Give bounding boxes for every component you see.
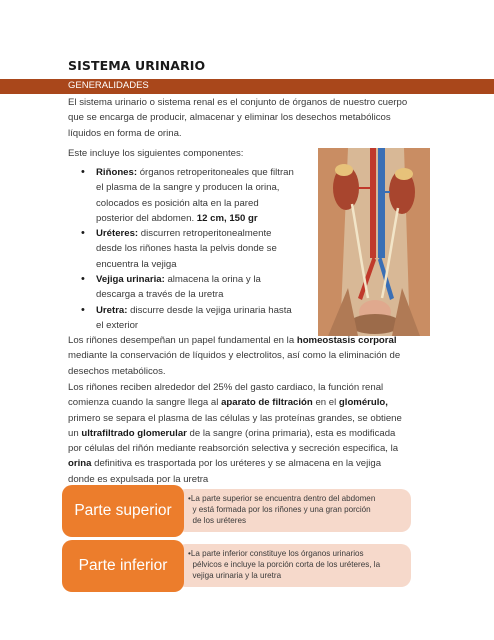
card-line: •La parte superior se encuentra dentro del abdomen — [188, 494, 376, 503]
card-upper-label: Parte superior — [62, 485, 184, 537]
component-text: órganos retroperitoneales que filtran — [137, 167, 294, 178]
intro-line: El sistema urinario o sistema renal es el conjunto de órganos de nuestro cuerpo — [68, 97, 408, 108]
paragraph-text: donde es expulsada por la uretra — [68, 473, 209, 485]
highlight-term: glomérulo, — [338, 397, 388, 409]
highlight-term: ultrafiltrado glomerular — [81, 427, 187, 439]
paragraph-text: definitiva es trasportada por los uréteres y se almacena en la vejiga — [91, 458, 382, 470]
filtration-paragraph — [68, 380, 402, 487]
card-upper-text — [188, 493, 410, 526]
component-size: 12 cm, 150 gr — [196, 212, 258, 224]
paragraph-text: mediante la conservación de líquidos y electrolitos, así como la eliminación de — [68, 350, 401, 362]
component-text: desde los riñones hasta la pelvis donde se — [96, 243, 277, 255]
component-text: el plasma de la sangre y producen la orina, — [96, 182, 280, 194]
paragraph-text: desechos metabólicos. — [68, 365, 166, 377]
component-term: Vejiga urinaria: — [96, 274, 165, 286]
components-intro: Este incluye los siguientes componentes: — [68, 148, 244, 159]
component-text: discurre desde la vejiga urinaria hasta — [127, 304, 292, 316]
component-term: Riñones: — [96, 167, 138, 178]
list-item — [78, 303, 308, 334]
paragraph-text: de la sangre (orina primaria), esta es modificada — [186, 427, 396, 439]
highlight-term: homeostasis corporal — [296, 335, 397, 346]
highlight-term: orina — [68, 458, 92, 470]
paragraph-text: comienza cuando la sangre llega al — [68, 397, 222, 409]
paragraph-text: un — [68, 427, 82, 439]
intro-line: que se encarga de producir, almacenar y eliminar los desechos metabólicos — [68, 112, 391, 124]
section-band — [0, 79, 494, 94]
intro-paragraph — [68, 95, 407, 141]
component-term: Uréteres: — [96, 228, 139, 240]
component-text: colocados es posición alta en la pared — [96, 197, 259, 209]
component-text: el exterior — [96, 319, 139, 331]
card-line: vejiga urinaria y la uretra — [188, 571, 282, 580]
component-text: descarga a través de la uretra — [96, 289, 224, 301]
section-title: GENERALIDADES — [68, 80, 149, 91]
page-title: SISTEMA URINARIO — [68, 58, 206, 73]
paragraph-text: Los riñones desempeñan un papel fundamental en la — [68, 335, 297, 346]
component-text: encuentra la vejiga — [96, 258, 177, 270]
urinary-system-anatomy-image — [318, 148, 430, 336]
paragraph-text: primero se separa el plasma de las células y las proteínas grandes, se obtiene — [68, 412, 402, 424]
list-item — [78, 272, 308, 303]
components-list — [78, 165, 308, 333]
highlight-term: aparato de filtración — [221, 397, 313, 409]
list-item — [78, 165, 308, 226]
card-lower-label: Parte inferior — [62, 540, 184, 592]
card-line: y está formada por los riñones y una gran porción — [188, 505, 371, 514]
list-item — [78, 226, 308, 272]
card-lower-text — [188, 548, 410, 581]
component-text: discurren retroperitonealmente — [138, 228, 272, 240]
card-line: pélvicos e incluye la porción corta de los uréteres, la — [188, 560, 381, 569]
paragraph-text: por células del riñón mediante reabsorción selectiva y secreción especifica, la — [68, 443, 399, 455]
card-line: •La parte inferior constituye los órganos urinarios — [188, 549, 364, 558]
component-text: almacena la orina y la — [164, 274, 261, 286]
component-text: posterior del abdomen. — [96, 212, 197, 224]
paragraph-text: Los riñones reciben alrededor del 25% del gasto cardiaco, la función renal — [68, 382, 384, 393]
component-term: Uretra: — [96, 304, 128, 316]
intro-line: líquidos en forma de orina. — [68, 127, 182, 139]
card-line: de los uréteres — [188, 516, 247, 525]
paragraph-text: en el — [312, 397, 339, 409]
anatomy-illustration — [318, 148, 430, 336]
homeostasis-paragraph — [68, 333, 400, 379]
